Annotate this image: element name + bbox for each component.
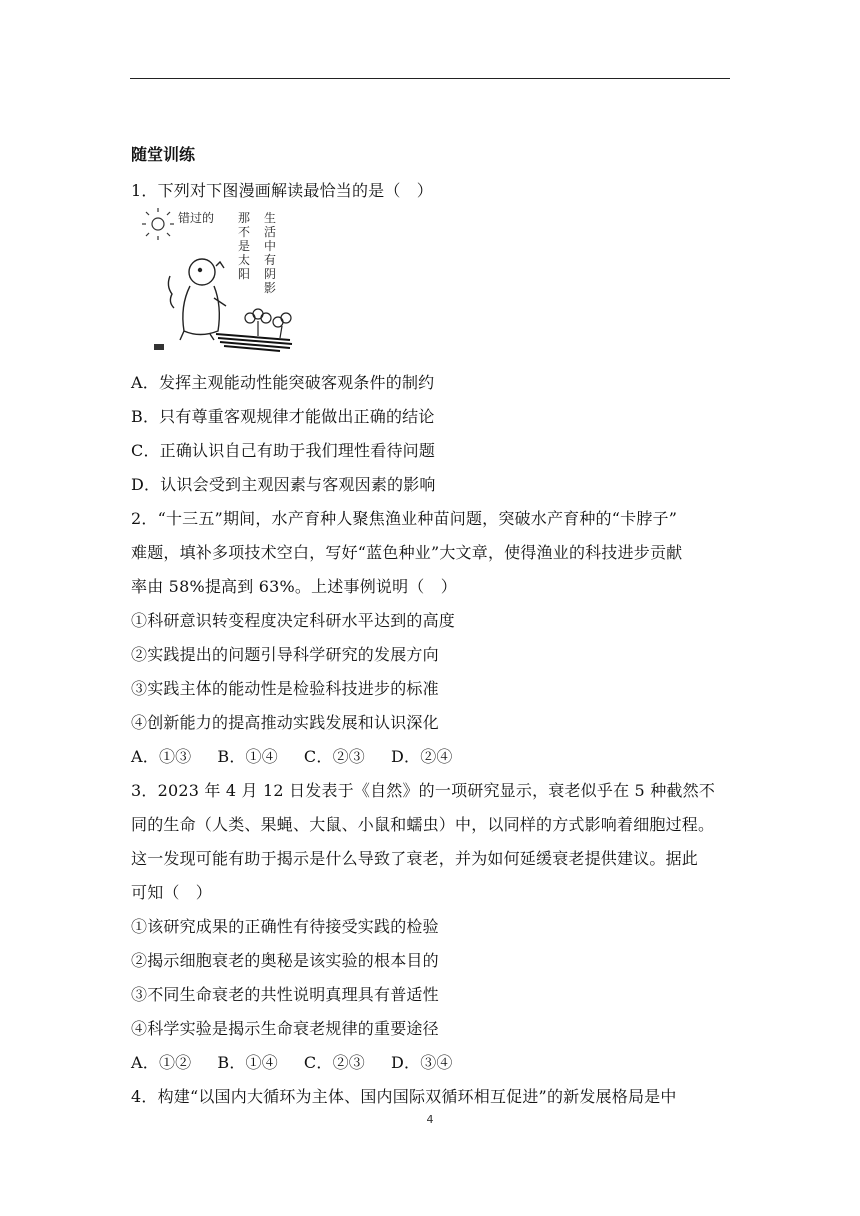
page-number: 4: [426, 1113, 434, 1126]
q3-option-c: C．②③: [303, 1053, 365, 1072]
sun-icon: [142, 208, 174, 240]
section-title: 随堂训练: [131, 145, 196, 164]
svg-text:活: 活: [264, 225, 277, 239]
q2-stem-line: 率由 58%提高到 63%。上述事例说明（ ）: [131, 577, 457, 596]
q2-stem-line: 2．“十三五”期间，水产育种人聚焦渔业种苗问题，突破水产育种的“卡脖子”: [131, 509, 678, 528]
q3-stem-line: 可知（ ）: [131, 883, 213, 902]
q2-statement: ③实践主体的能动性是检验科技进步的标准: [131, 679, 439, 698]
comic-text-1: 错过的: [178, 211, 215, 225]
q2-options: [131, 744, 479, 767]
svg-text:太: 太: [238, 253, 251, 267]
svg-text:中: 中: [264, 239, 277, 253]
q1-option-c: C．正确认识自己有助于我们理性看待问题: [131, 441, 436, 460]
man-figure: [168, 259, 226, 340]
svg-text:那: 那: [238, 211, 251, 225]
q2-statement: ①科研意识转变程度决定科研水平达到的高度: [131, 611, 456, 630]
svg-text:有: 有: [264, 253, 277, 267]
q3-statement: ③不同生命衰老的共性说明真理具有普适性: [131, 985, 439, 1004]
q3-options: [131, 1050, 479, 1073]
q4-stem-line: 4．构建“以国内大循环为主体、国内国际双循环相互促进”的新发展格局是中: [131, 1087, 677, 1106]
q3-option-a: A．①②: [131, 1053, 192, 1072]
q1-option-a: A．发挥主观能动性能突破客观条件的制约: [131, 373, 435, 392]
header-rule: [130, 78, 730, 79]
svg-text:不: 不: [238, 225, 251, 239]
q3-stem-line: 这一发现可能有助于揭示是什么导致了衰老，并为如何延缓衰老提供建议。据此: [131, 849, 699, 868]
q2-option-b: B．①④: [217, 747, 278, 766]
q3-statement: ②揭示细胞衰老的奥秘是该实验的根本目的: [131, 951, 439, 970]
svg-text:影: 影: [264, 281, 277, 295]
q1-option-d: D．认识会受到主观因素与客观因素的影响: [131, 475, 436, 494]
svg-text:阳: 阳: [238, 267, 251, 281]
q3-option-b: B．①④: [217, 1053, 278, 1072]
q3-stem-line: 同的生命（人类、果蝇、大鼠、小鼠和蠕虫）中，以同样的方式影响着细胞过程。: [131, 815, 715, 834]
svg-text:是: 是: [238, 239, 251, 253]
q3-option-d: D．③④: [390, 1053, 453, 1072]
q3-stem-line: 3．2023 年 4 月 12 日发表于《自然》的一项研究显示，衰老似乎在 5 种截然不: [131, 781, 716, 800]
flower-icon: [245, 309, 291, 338]
cartoon-image: [140, 206, 302, 356]
q1-stem: 1．下列对下图漫画解读最恰当的是（ ）: [131, 181, 433, 200]
q2-option-c: C．②③: [303, 747, 365, 766]
q2-stem-line: 难题，填补多项技术空白，写好“蓝色种业”大文章，使得渔业的科技进步贡献: [131, 543, 683, 562]
svg-text:生: 生: [264, 211, 277, 225]
q2-statement: ④创新能力的提高推动实践发展和认识深化: [131, 713, 439, 732]
q2-option-a: A．①③: [131, 747, 192, 766]
q1-option-b: B．只有尊重客观规律才能做出正确的结论: [131, 407, 435, 426]
signature-mark: [154, 344, 164, 350]
q2-statement: ②实践提出的问题引导科学研究的发展方向: [131, 645, 439, 664]
svg-text:阴: 阴: [264, 267, 277, 281]
q3-statement: ①该研究成果的正确性有待接受实践的检验: [131, 917, 439, 936]
q3-statement: ④科学实验是揭示生命衰老规律的重要途径: [131, 1019, 439, 1038]
q2-option-d: D．②④: [390, 747, 453, 766]
